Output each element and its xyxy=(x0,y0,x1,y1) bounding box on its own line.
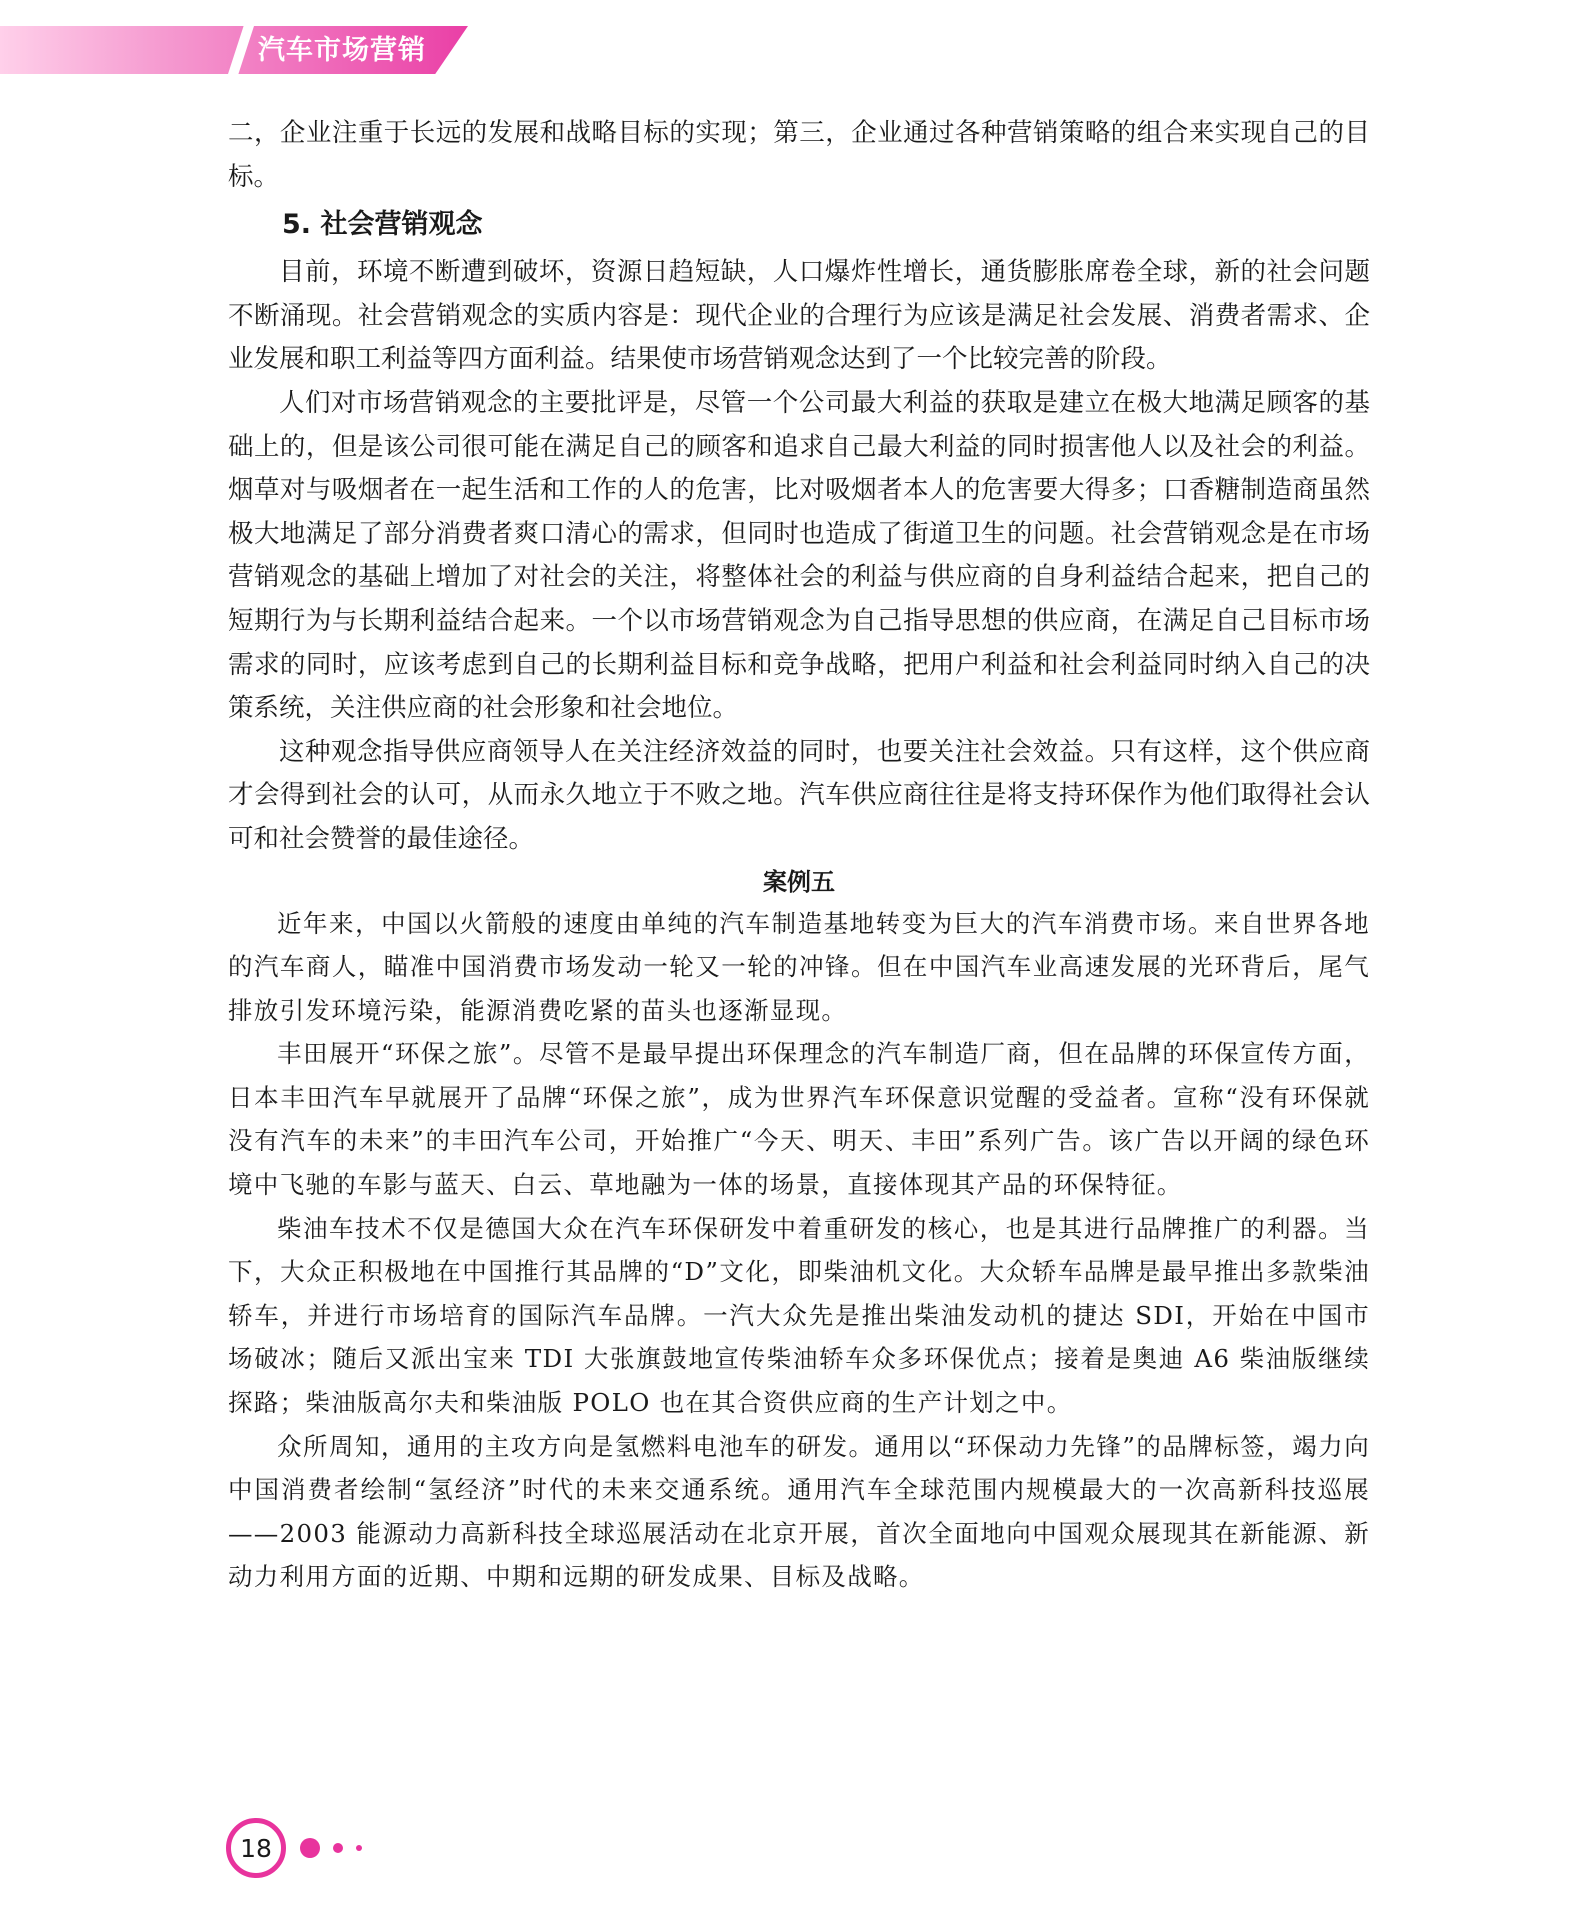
page-content xyxy=(228,112,1370,1599)
case-title: 案例五 xyxy=(763,867,835,896)
page-number-ring xyxy=(226,1818,286,1878)
decorative-dot-small xyxy=(356,1845,362,1851)
body-paragraph: 目前，环境不断遭到破坏，资源日趋短缺，人口爆炸性增长，通货膨胀席卷全球，新的社会问题不断涌现。社会营销观念的实质内容是：现代企业的合理行为应该是满足社会发展、消费者需求、企业发展和职工利益等四方面利益。结果使市场营销观念达到了一个比较完善的阶段。 xyxy=(228,257,1370,375)
decorative-dot-large xyxy=(300,1838,320,1858)
case-paragraph: 柴油车技术不仅是德国大众在汽车环保研发中着重研发的核心，也是其进行品牌推广的利器。当下，大众正积极地在中国推行其品牌的“D”文化，即柴油机文化。大众轿车品牌是最早推出多款柴油轿车，并进行市场培育的国际汽车品牌。一汽大众先是推出柴油发动机的捷达 SDI，开始在中国市场破冰；随后又派出宝来 TDI 大张旗鼓地宣传柴油轿车众多环保优点；接着是奥迪 A6 柴油版继续探路；柴油版高尔夫和柴油版 POLO 也在其合资供应商的生产计划之中。 xyxy=(228,1213,1370,1418)
case-paragraph: 丰田展开“环保之旅”。尽管不是最早提出环保理念的汽车制造厂商，但在品牌的环保宣传方面，日本丰田汽车早就展开了品牌“环保之旅”，成为世界汽车环保意识觉醒的受益者。宣称“没有环保就没有汽车的未来”的丰田汽车公司，开始推广“今天、明天、丰田”系列广告。该广告以开阔的绿色环境中飞驰的车影与蓝天、白云、草地融为一体的场景，直接体现其产品的环保特征。 xyxy=(228,1039,1370,1200)
body-paragraph: 人们对市场营销观念的主要批评是，尽管一个公司最大利益的获取是建立在极大地满足顾客的基础上的，但是该公司很可能在满足自己的顾客和追求自己最大利益的同时损害他人以及社会的利益。烟草对与吸烟者在一起生活和工作的人的危害，比对吸烟者本人的危害要大得多；口香糖制造商虽然极大地满足了部分消费者爽口清心的需求，但同时也造成了街道卫生的问题。社会营销观念是在市场营销观念的基础上增加了对社会的关注，将整体社会的利益与供应商的自身利益结合起来，把自己的短期行为与长期利益结合起来。一个以市场营销观念为自己指导思想的供应商，在满足自己目标市场需求的同时，应该考虑到自己的长期利益目标和竞争战略，把用户利益和社会利益同时纳入自己的决策系统，关注供应商的社会形象和社会地位。 xyxy=(228,387,1370,724)
continued-paragraph: 二，企业注重于长远的发展和战略目标的实现；第三，企业通过各种营销策略的组合来实现自己的目标。 xyxy=(228,118,1370,192)
page-number: 18 xyxy=(240,1833,272,1863)
section-heading: 5. 社会营销观念 xyxy=(282,209,483,241)
running-header-title: 汽车市场营销 xyxy=(258,35,426,66)
decorative-dot-medium xyxy=(333,1843,343,1853)
body-paragraph: 这种观念指导供应商领导人在关注经济效益的同时，也要关注社会效益。只有这样，这个供应商才会得到社会的认可，从而永久地立于不败之地。汽车供应商往往是将支持环保作为他们取得社会认可和社会赞誉的最佳途径。 xyxy=(228,736,1370,854)
case-paragraph: 近年来，中国以火箭般的速度由单纯的汽车制造基地转变为巨大的汽车消费市场。来自世界各地的汽车商人，瞄准中国消费市场发动一轮又一轮的冲锋。但在中国汽车业高速发展的光环背后，尾气排放引发环境污染，能源消费吃紧的苗头也逐渐显现。 xyxy=(228,908,1370,1025)
case-paragraph: 众所周知，通用的主攻方向是氢燃料电池车的研发。通用以“环保动力先锋”的品牌标签，竭力向中国消费者绘制“氢经济”时代的未来交通系统。通用汽车全球范围内规模最大的一次高新科技巡展——2003 能源动力高新科技全球巡展活动在北京开展，首次全面地向中国观众展现其在新能源、新动力利用方面的近期、中期和远期的研发成果、目标及战略。 xyxy=(228,1431,1370,1592)
